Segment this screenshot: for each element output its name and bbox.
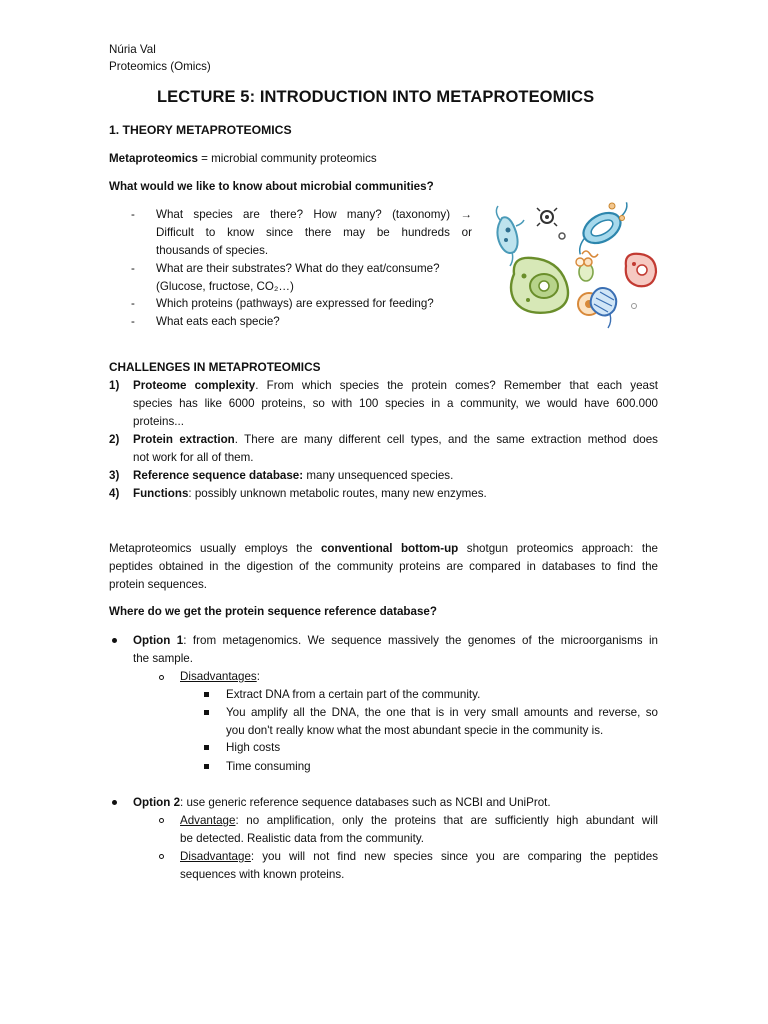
challenge-number-2: 2) [109,433,120,446]
challenge-2-line-1 [133,431,658,449]
disadvantage-3: High costs [226,741,281,754]
option-1-disadvantages [180,668,260,686]
bullet-1-line-3: thousands of species. [156,244,269,257]
bullet-square [204,692,209,697]
bullet-square [204,764,209,769]
paragraph-line-2: peptides obtained in the digestion of the community proteins are compared in databases to find the [109,560,658,573]
dash-bullet: - [131,297,135,310]
bullet-1-line-1: What species are there? How many? (taxonomy) → [156,208,472,221]
disadvantages-label: Disadvantages [180,670,257,683]
microbes-illustration [484,196,674,331]
bullet-square [204,710,209,715]
disadvantage-2-line-2: you don't really know what the most abundant specie in the community is. [226,724,604,737]
option-1-line-2: the sample. [133,652,193,665]
dash-bullet: - [131,315,135,328]
dash-bullet: - [131,262,135,275]
course-name: Proteomics (Omics) [109,60,211,73]
disadvantage-line-1 [180,848,658,866]
challenge-number-1: 1) [109,379,120,392]
bullet-square [204,745,209,750]
definition-text: = microbial community proteomics [197,152,377,165]
question-database: Where do we get the protein sequence reference database? [109,605,437,618]
author-name: Núria Val [109,43,156,56]
blue-striped-cell-icon [591,288,617,328]
challenge-2-line-2: not work for all of them. [133,451,254,464]
bullet-dot [112,638,117,643]
question-communities: What would we like to know about microbial communities? [109,180,434,193]
virus-icon [537,208,557,226]
option-2-label: Option 2 [133,796,181,809]
bullet-1-line-2: Difficult to know since there may be hundreds or [156,226,472,239]
challenge-3-text: many unsequenced species. [303,469,454,482]
paragraph-text: shotgun proteomics approach: the [458,542,658,555]
challenge-term-2: Protein extraction [133,433,235,446]
option-1-text: : from metagenomics. We sequence massively the genomes of the microorganisms in [183,634,659,647]
option-1-label: Option 1 [133,634,184,647]
challenge-number-3: 3) [109,469,120,482]
section-heading-challenges: CHALLENGES IN METAPROTEOMICS [109,360,321,374]
challenge-1-text: . From which species the protein comes? Remember that each yeast [255,379,659,392]
disadvantage-2-line-1: You amplify all the DNA, the one that is in very small amounts and reverse, so [226,706,658,719]
challenge-1-line-2: species has like 6000 proteins, so with 100 species in a community, we would have 600.000 [133,397,658,410]
disadvantages-colon: : [256,670,260,683]
teal-bacterium-icon [568,200,638,256]
paragraph-text: Metaproteomics usually employs the [109,542,321,555]
challenge-term-3: Reference sequence database: [133,469,304,482]
definition-term: Metaproteomics [109,152,198,165]
advantage-text: : no amplification, only the proteins that are sufficiently high abundant will [235,814,658,827]
bullet-dot [112,800,117,805]
bullet-3-line-1: Which proteins (pathways) are expressed for feeding? [156,297,434,310]
disadvantage-4: Time consuming [226,760,311,773]
option-2-text: : use generic reference sequence databases such as NCBI and UniProt. [180,796,551,809]
bullet-ring [159,818,164,823]
challenge-term-1: Proteome complexity [133,379,256,392]
challenge-3-line-1 [133,467,453,485]
challenge-1-line-1 [133,377,658,395]
bullet-2-line-1: What are their substrates? What do they eat/consume? [156,262,440,275]
bullet-2-line-2: (Glucose, fructose, CO₂…) [156,280,294,293]
disadvantage-text: : you will not find new species since you are comparing the peptides [250,850,658,863]
bullet-ring [159,675,164,680]
option-2-line-1 [133,794,551,812]
bullet-4-line-1: What eats each specie? [156,315,280,328]
bullet-ring [159,854,164,859]
definition-line [109,150,377,168]
option-1-line-1 [133,632,658,650]
challenge-4-line-1 [133,485,487,503]
page-title: LECTURE 5: INTRODUCTION INTO METAPROTEOMICS [157,88,595,106]
green-cell-icon [511,258,568,313]
advantage-line-2: be detected. Realistic data from the community. [180,832,425,845]
challenge-4-text: : possibly unknown metabolic routes, many new enzymes. [188,487,487,500]
paragraph-emphasis: conventional bottom-up [320,542,459,555]
disadvantage-1: Extract DNA from a certain part of the community. [226,688,481,701]
challenge-1-line-3: proteins... [133,415,184,428]
advantage-label: Advantage [180,814,236,827]
red-cell-icon [626,254,656,286]
disadvantage-line-2: sequences with known proteins. [180,868,345,881]
advantage-line-1 [180,812,658,830]
blue-rod-bacterium-icon [496,206,524,266]
section-heading-theory: 1. THEORY METAPROTEOMICS [109,123,292,137]
paragraph-line-3: protein sequences. [109,578,207,591]
challenge-number-4: 4) [109,487,120,500]
challenge-2-text: . There are many different cell types, and the same extraction method does [234,433,658,446]
dash-bullet: - [131,208,135,221]
challenge-term-4: Functions [133,487,189,500]
paragraph-line-1 [109,540,658,558]
disadvantage-label: Disadvantage [180,850,251,863]
